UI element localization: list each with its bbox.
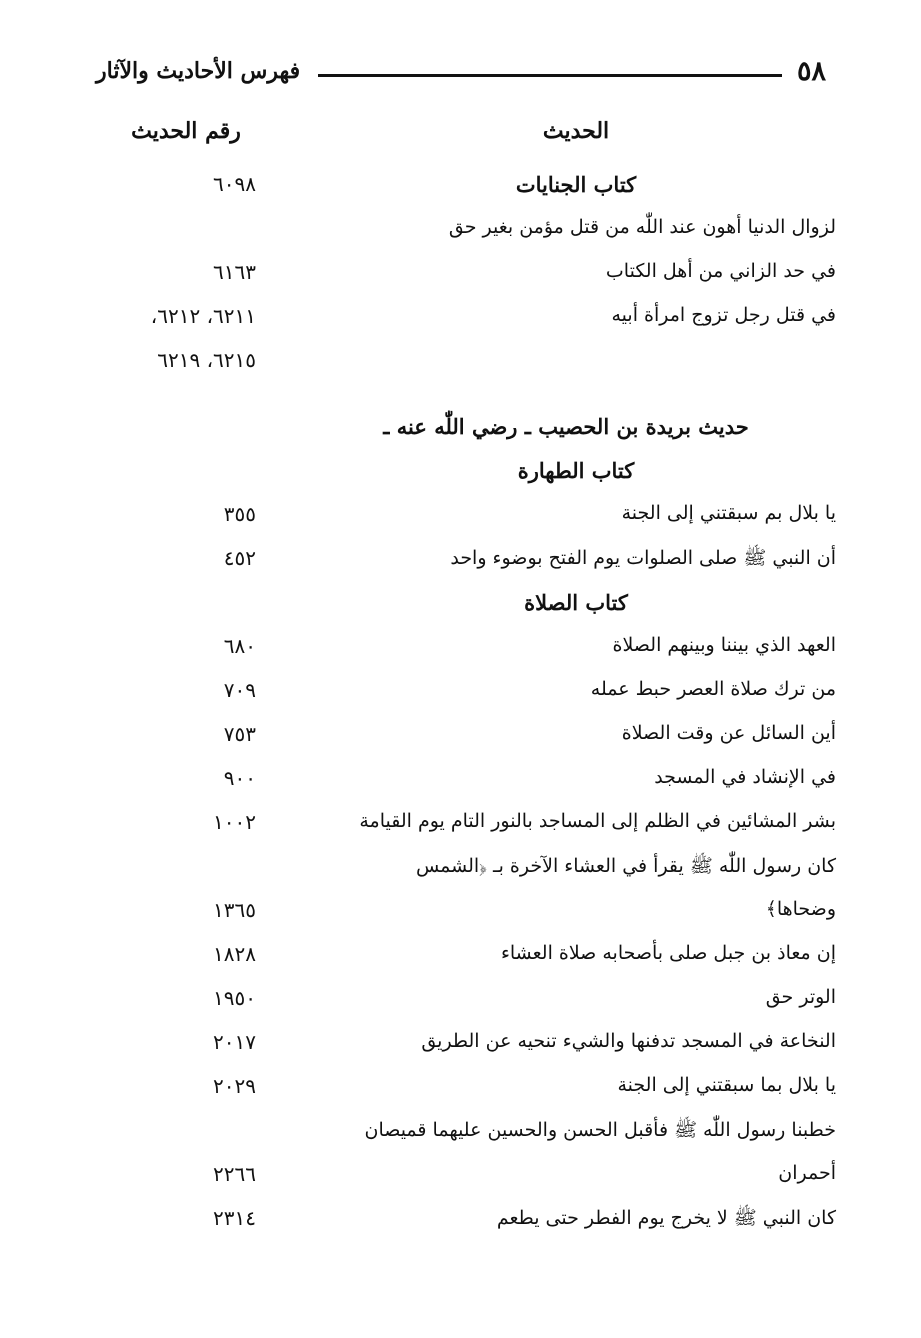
column-header-hadith: الحديث [542, 118, 610, 144]
page-header [96, 48, 826, 100]
hadith-number: ٦٨٠ [223, 634, 256, 658]
index-row [96, 800, 836, 844]
index-row [96, 1108, 836, 1152]
hadith-number: ٤٥٢ [223, 546, 256, 570]
hadith-number: ٢٠١٧ [213, 1030, 256, 1054]
index-row [96, 888, 836, 932]
hadith-text: لزوال الدنيا أهون عند اللّٰه من قتل مؤمن بغير حق [448, 216, 836, 238]
hadith-text: الوتر حق [765, 986, 836, 1008]
section-title: كتاب الطهارة [517, 458, 635, 483]
index-row [96, 932, 836, 976]
index-row [96, 1196, 836, 1240]
column-headers [96, 118, 836, 158]
running-title: فهرس الأحاديث والآثار [96, 58, 301, 84]
index-row [96, 756, 836, 800]
hadith-text: يا بلال بم سبقتني إلى الجنة [621, 502, 836, 524]
section-title: حديث بريدة بن الحصيب ـ رضي اللّٰه عنه ـ [383, 414, 749, 439]
hadith-text: وضحاها﴾ [765, 898, 836, 920]
section-heading-tahara [96, 448, 836, 492]
index-row [96, 712, 836, 756]
hadith-text: أحمران [778, 1162, 836, 1184]
index-row [96, 844, 836, 888]
hadith-text: في حد الزاني من أهل الكتاب [605, 260, 836, 282]
index-row [96, 294, 836, 338]
index-entries [96, 162, 836, 1240]
hadith-number: ٢٢٦٦ [213, 1162, 256, 1186]
index-row [96, 206, 836, 250]
hadith-number: ٦٢١٥، ٦٢١٩ [157, 348, 256, 372]
index-row [96, 1152, 836, 1196]
hadith-text: العهد الذي بيننا وبينهم الصلاة [612, 634, 836, 656]
hadith-number: ٣٥٥ [223, 502, 256, 526]
section-heading-salat [96, 580, 836, 624]
index-row [96, 492, 836, 536]
hadith-text: من ترك صلاة العصر حبط عمله [590, 678, 836, 700]
hadith-text: أن النبي ﷺ صلى الصلوات يوم الفتح بوضوء واحد [450, 547, 836, 569]
hadith-text: بشر المشائين في الظلم إلى المساجد بالنور التام يوم القيامة [359, 810, 836, 832]
hadith-number: ١٩٥٠ [213, 986, 256, 1010]
column-header-number: رقم الحديث [131, 118, 241, 144]
hadith-number: ٧٥٣ [223, 722, 256, 746]
hadith-number: ٦١٦٣ [213, 260, 256, 284]
index-row [96, 250, 836, 294]
page-number: ٥٨ [796, 56, 826, 87]
index-row-continuation [96, 338, 836, 382]
hadith-text: يا بلال بما سبقتني إلى الجنة [617, 1074, 836, 1096]
header-rule [318, 74, 782, 77]
index-row [96, 668, 836, 712]
section-heading-jinayat [96, 162, 836, 206]
hadith-number: ٧٠٩ [223, 678, 256, 702]
hadith-number: ٩٠٠ [223, 766, 256, 790]
hadith-number: ٦٢١١، ٦٢١٢، [150, 304, 256, 328]
hadith-number: ١٨٢٨ [213, 942, 256, 966]
hadith-text: كان النبي ﷺ لا يخرج يوم الفطر حتى يطعم [496, 1207, 836, 1229]
hadith-text: كان رسول اللّٰه ﷺ يقرأ في العشاء الآخرة بـ ﴿الشمس [415, 855, 836, 877]
hadith-number: ٢٠٢٩ [213, 1074, 256, 1098]
section-title: كتاب الجنايات [515, 172, 637, 197]
hadith-number: ٢٣١٤ [213, 1206, 256, 1230]
section-title: كتاب الصلاة [524, 590, 628, 615]
hadith-number: ١٣٦٥ [213, 898, 256, 922]
hadith-text: في قتل رجل تزوج امرأة أبيه [611, 304, 836, 326]
index-row [96, 1064, 836, 1108]
index-row [96, 976, 836, 1020]
section-heading-buraida [96, 404, 836, 448]
hadith-text: النخاعة في المسجد تدفنها والشيء تنحيه عن الطريق [421, 1030, 836, 1052]
hadith-text: خطبنا رسول اللّٰه ﷺ فأقبل الحسن والحسين عليهما قميصان [364, 1119, 836, 1141]
index-row [96, 1020, 836, 1064]
hadith-text: في الإنشاد في المسجد [654, 766, 836, 788]
index-row [96, 536, 836, 580]
section-number: ٦٠٩٨ [213, 172, 256, 196]
hadith-text: أين السائل عن وقت الصلاة [621, 722, 836, 744]
index-row [96, 624, 836, 668]
hadith-text: إن معاذ بن جبل صلى بأصحابه صلاة العشاء [500, 942, 836, 964]
hadith-number: ١٠٠٢ [213, 810, 256, 834]
